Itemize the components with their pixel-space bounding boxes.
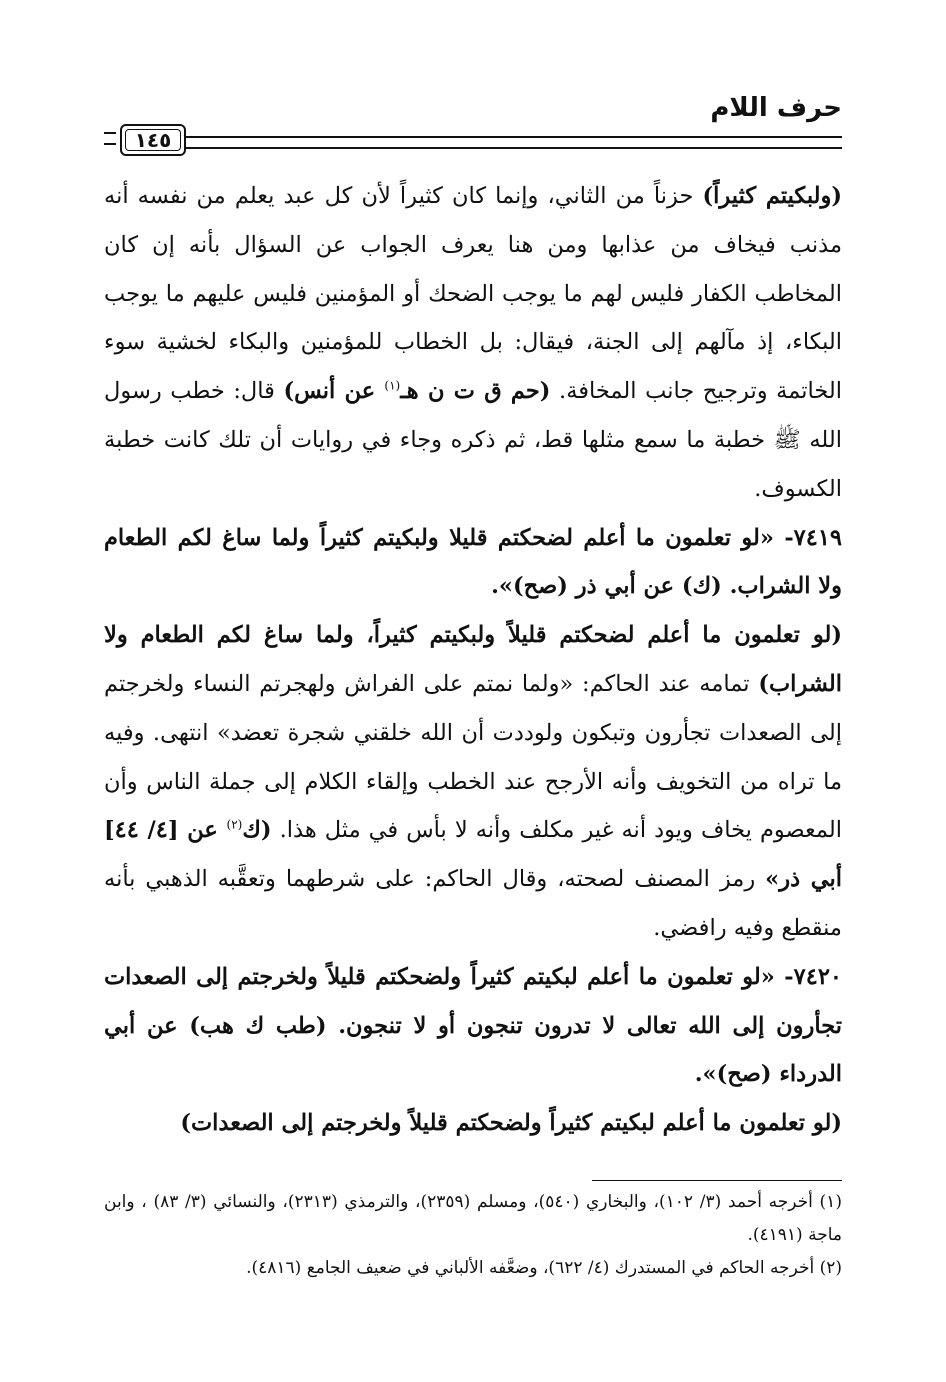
source-symbols: (ك (242, 817, 272, 844)
paragraph-commentary-2 (104, 611, 842, 953)
commentary-text: تمامه عند الحاكم: «ولما نمتم على الفراش ولهجرتم النساء ولخرجتم إلى الصعدات تجأرون وتبكون ولوددت أن الله خلقني شجرة تعضد» انتهى. وفيه ما تراه من التخويف وأنه الأرجح عند الخطب وإلقاء الكلام إلى جملة الناس وأن المعصوم يخاف ويود أنه غير مكلف وأنه لا بأس في مثل هذا. (104, 670, 842, 844)
running-head-title: حرف اللام (710, 93, 842, 123)
header-double-rule (185, 136, 842, 149)
hadith-entry-7420 (104, 953, 842, 1099)
quoted-phrase: (لو تعلمون ما أعلم لضحكتم قليلاً ولبكيتم كثيراً، ولما ساغ لكم الطعام ولا الشراب) (104, 622, 842, 697)
paragraph-commentary-1 (104, 172, 842, 514)
footnotes (104, 1186, 842, 1285)
ornament-double-rule (104, 132, 116, 145)
commentary-text: حزناً من الثاني، وإنما كان كثيراً لأن كل عبد يعلم من نفسه أنه مذنب فيخاف من عذابها ومن هنا يعرف الجواب عن السؤال بأنه إن كان المخاطب الكفار فليس لهم ما يوجب الضحك أو المؤمنين فليس عليهم ما يوجب البكاء، إذ مآلهم إلى الجنة، فيقال: بل الخطاب للمؤمنين والبكاء لخشية سوء الخاتمة وترجيح جانب المخافة. (104, 183, 842, 405)
source-narrator: عن أنس) (283, 378, 385, 405)
page-number-ornament (104, 124, 190, 158)
page-number: ١٤٥ (120, 124, 186, 156)
hadith-text: ٧٤٢٠- «لو تعلمون ما أعلم لبكيتم كثيراً ولضحكتم قليلاً ولخرجتم إلى الصعدات تجأرون إلى الله تعالى لا تدرون تنجون أو لا تنجون. (طب ك هب) عن أبي الدرداء (صح)». (104, 963, 842, 1088)
quoted-phrase: (ولبكيتم كثيراً) (702, 183, 843, 209)
hadith-text: ٧٤١٩- «لو تعلمون ما أعلم لضحكتم قليلا ولبكيتم كثيراً ولما ساغ لكم الطعام ولا الشراب. (ك) عن أبي ذر (صح)». (104, 524, 842, 600)
paragraph-commentary-3 (104, 1099, 842, 1148)
footnote-marker-1[interactable]: (١) (384, 378, 401, 393)
body-text (104, 172, 842, 1148)
hadith-entry-7419 (104, 514, 842, 612)
commentary-text: رمز المصنف لصحته، وقال الحاكم: على شرطهما وتعقَّبه الذهبي بأنه منقطع وفيه رافضي. (104, 866, 842, 941)
footnote-2: (٢) أخرجه الحاكم في المستدرك (٤/ ٦٢٢)، وضعَّفه الألباني في ضعيف الجامع (٤٨١٦). (246, 1258, 842, 1278)
footnote-separator (592, 1180, 842, 1181)
source-narrator: عن [٤/ ٤٤] أبي ذر» (104, 817, 842, 893)
quoted-phrase: (لو تعلمون ما أعلم لبكيتم كثيراً ولضحكتم قليلاً ولخرجتم إلى الصعدات) (180, 1110, 842, 1137)
commentary-text: قال: خطب رسول الله ﷺ خطبة ما سمع مثلها قط، ثم ذكره وجاء في روايات أن تلك كانت خطبة الكسوف. (104, 378, 842, 502)
footnote-marker-2[interactable]: (٢) (226, 817, 243, 832)
footnote-1: (١) أخرجه أحمد (٣/ ١٠٢)، والبخاري (٥٤٠)، ومسلم (٢٣٥٩)، والترمذي (٢٣١٣)، والنسائي (٣/ ٨٣) ، وابن ماجة (٤١٩١). (104, 1192, 842, 1245)
source-symbols: (حم ق ت ن هـ (400, 378, 551, 405)
